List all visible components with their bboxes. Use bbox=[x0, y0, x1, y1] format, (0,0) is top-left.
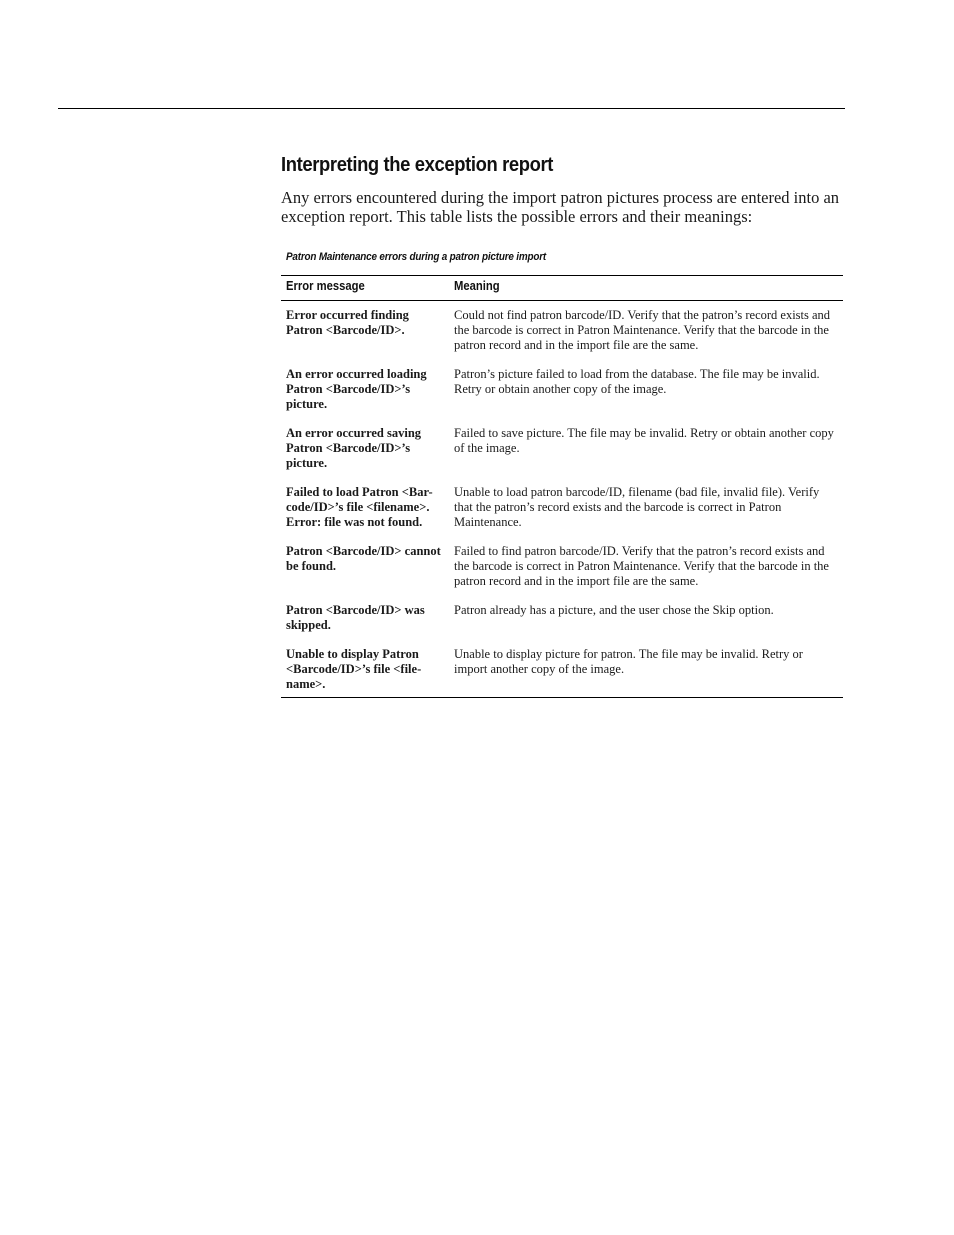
meaning-cell: Failed to save picture. The file may be invalid. Retry or obtain another copy of the image. bbox=[454, 426, 834, 455]
table-row bbox=[281, 603, 843, 647]
table-row bbox=[281, 426, 843, 485]
table-caption: Patron Maintenance errors during a patron picture import bbox=[286, 251, 547, 263]
error-message-cell: An error occurred loading Patron <Barcode/ID>’s picture. bbox=[286, 367, 427, 411]
document-section bbox=[281, 150, 843, 698]
table-row bbox=[281, 485, 843, 544]
table-row bbox=[281, 544, 843, 603]
error-message-cell: An error occurred saving Patron <Barcode/ID>’s picture. bbox=[286, 426, 422, 470]
page-header-rule bbox=[58, 108, 845, 109]
error-message-cell: Unable to display Patron <Barcode/ID>’s file <file- name>. bbox=[286, 647, 422, 691]
table-header-row bbox=[281, 276, 843, 301]
meaning-cell: Patron already has a picture, and the user chose the Skip option. bbox=[454, 603, 774, 617]
error-message-cell: Patron <Barcode/ID> was skipped. bbox=[286, 603, 425, 632]
table-row bbox=[281, 367, 843, 426]
intro-paragraph: Any errors encountered during the import patron pictures process are entered into an exception report. This table lists the possible errors and their meanings: bbox=[281, 188, 840, 226]
meaning-cell: Unable to load patron barcode/ID, filename (bad file, invalid file). Verify that the patron’s record exists and the barcode is correct in Patron Maintenance. bbox=[454, 485, 820, 529]
meaning-cell: Could not find patron barcode/ID. Verify that the patron’s record exists and the barcode is correct in Patron Maintenance. Verify that the barcode in the patron record and in the import file are the same. bbox=[454, 308, 831, 352]
table-row bbox=[281, 647, 843, 698]
meaning-cell: Unable to display picture for patron. The file may be invalid. Retry or import another copy of the image. bbox=[454, 647, 803, 676]
error-message-cell: Failed to load Patron <Bar- code/ID>’s file <filename>. Error: file was not found. bbox=[286, 485, 433, 529]
column-header-meaning: Meaning bbox=[449, 276, 843, 301]
column-header-error-message: Error message bbox=[281, 276, 449, 301]
section-title: Interpreting the exception report bbox=[281, 154, 554, 176]
meaning-cell: Patron’s picture failed to load from the database. The file may be invalid. Retry or obtain another copy of the image. bbox=[454, 367, 820, 396]
error-message-cell: Patron <Barcode/ID> cannot be found. bbox=[286, 544, 441, 573]
error-table bbox=[281, 275, 843, 698]
table-row bbox=[281, 301, 843, 368]
error-message-cell: Error occurred finding Patron <Barcode/ID>. bbox=[286, 308, 409, 337]
meaning-cell: Failed to find patron barcode/ID. Verify that the patron’s record exists and the barcode is correct in Patron Maintenance. Verify that the barcode in the patron record and in the import file are the same. bbox=[454, 544, 829, 588]
